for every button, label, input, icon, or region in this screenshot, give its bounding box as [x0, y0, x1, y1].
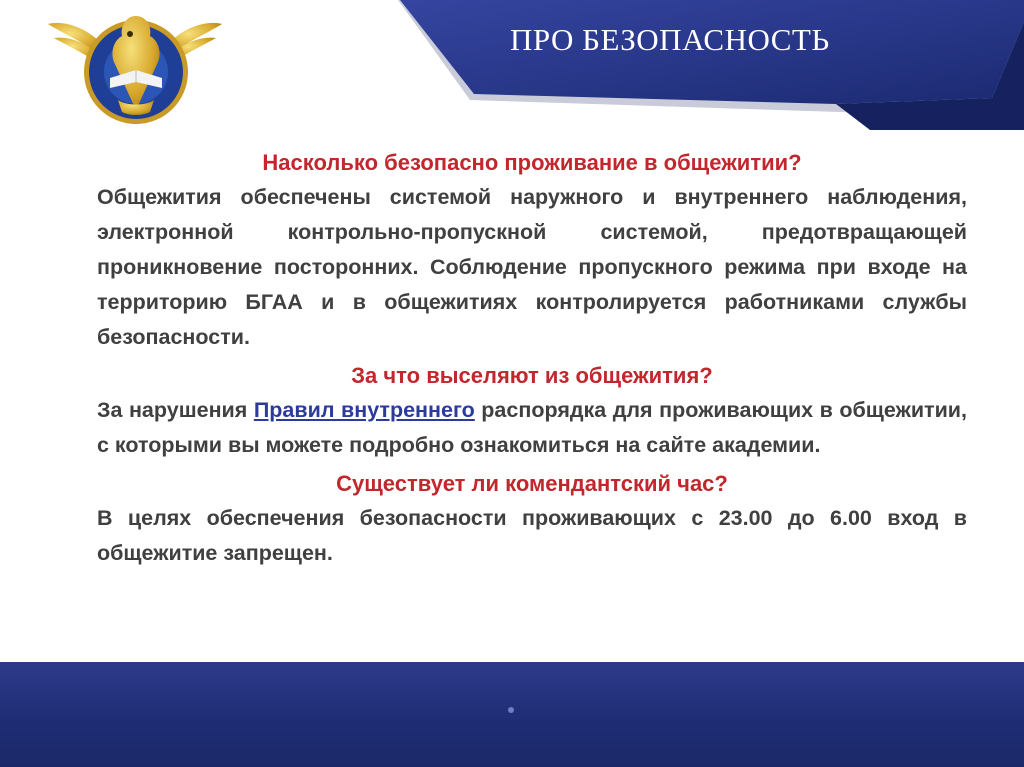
question-heading-eviction: За что выселяют из общежития? — [351, 363, 713, 388]
footer-band — [0, 662, 1024, 767]
answer-text-safety: Общежития обеспечены системой наружного и внутреннего наблюдения, электронной контрольно-пропускной системой, предотвращающей проникновение посторонних. Соблюдение пропускного режима при входе на территорию БГАА и в общежитиях контролируется работниками службы безопасности. — [97, 185, 967, 349]
question-heading-curfew: Существует ли комендантский час? — [336, 471, 728, 496]
answer-text-part: За нарушения — [97, 398, 254, 422]
page-title: ПРО БЕЗОПАСНОСТЬ — [510, 22, 830, 57]
answer-text-curfew: В целях обеспечения безопасности проживающих с 23.00 до 6.00 вход в общежитие запрещен. — [97, 506, 967, 565]
content-body — [97, 146, 967, 571]
rules-link[interactable]: Правил внутреннего — [253, 398, 475, 422]
answer-text-eviction — [97, 393, 967, 463]
academy-emblem-logo — [40, 0, 230, 132]
answer-text-part: распорядка для проживающих в общежитии, с которыми вы можете подробно ознакомиться на сайте академии. — [97, 398, 967, 457]
footer-dot — [508, 707, 514, 713]
question-heading-safety: Насколько безопасно проживание в общежитии? — [262, 150, 802, 175]
